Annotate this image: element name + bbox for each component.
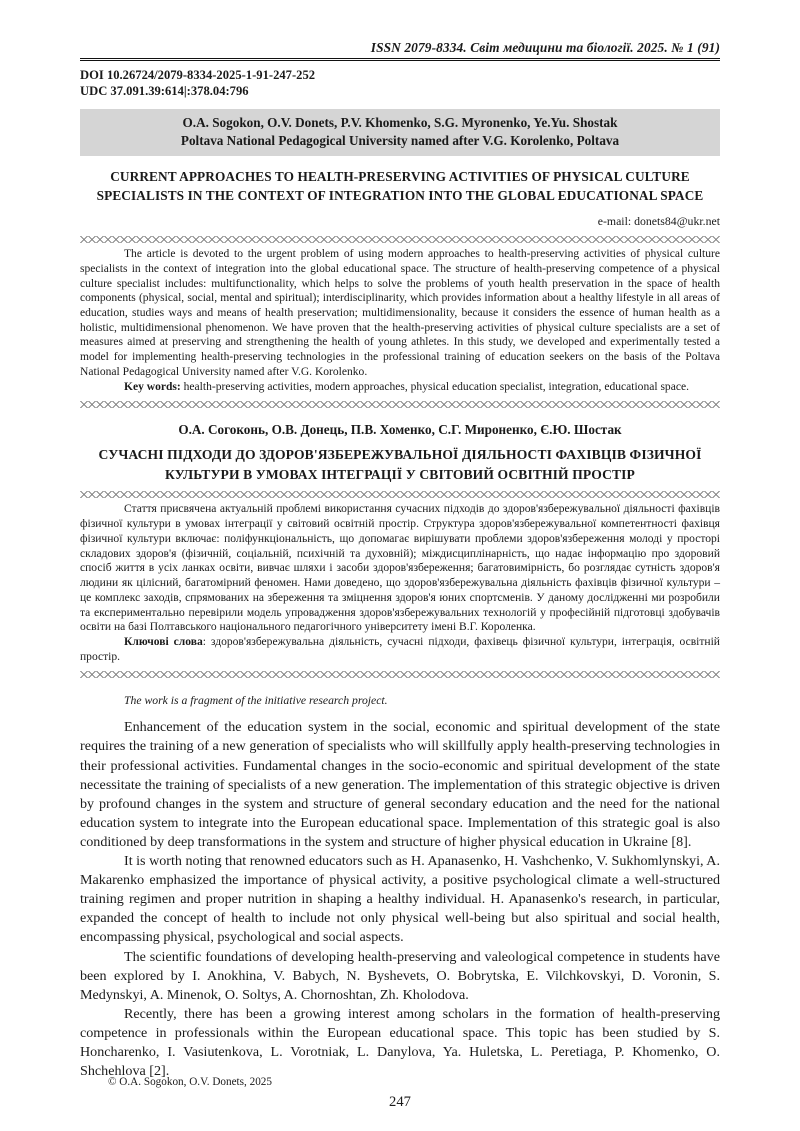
wavy-divider-top-ua <box>80 491 720 498</box>
body-paragraph: Recently, there has been a growing interest among scholars in the formation of health-preserving competence in professionals within the European educational space. This topic has been studied by S. Honcharenko, I. Vasiutenkova, L. Vorotniak, L. Danylova, Ya. Huletska, L. Peretiaga, P. Khomenko, O. Shchehlova [2]. <box>80 1005 720 1080</box>
authors-en: O.A. Sogokon, O.V. Donets, P.V. Khomenko, S.G. Myronenko, Ye.Yu. Shostak <box>182 114 618 130</box>
wavy-divider-top-en <box>80 236 720 243</box>
abstract-ua-text: Стаття присвячена актуальній проблемі використання сучасних підходів до здоров'язбережувальної діяльності фахівців фізичної культури в умовах інтеграції у світовий освітній простір. Структура здоров'язбережувальної компетентності фахівця фізичної культури включає: поліфункціональність, що допомагає вирішувати проблеми здоров'язбереження молоді у просторі складових здоров'я (фізичній, соціальній, психічній та духовній); міждисциплінарність, що надає інформацію про здоровий спосіб життя в усіх ланках освіти, вивчає шляхи і засоби здоров'язбереження; багатовимірність, бо розглядає сутність здоров'я людини як цілісний, багатомірний феномен. Нами доведено, що здоров'язбережувальна діяльність фахівців фізичної культури – це комплекс заходів, спрямованих на збереження та зміцнення здоров'я юних спортсменів. У даному дослідженні ми розробили та експериментально перевірили модель упровадження здоров'язбережувальних технологій у професійній підготовці здобувачів освіти на базі Полтавського національного педагогічного університету імені В.Г. Короленка. <box>80 503 720 634</box>
wavy-divider-bottom-en <box>80 401 720 408</box>
doi-line: DOI 10.26724/2079-8334-2025-1-91-247-252 <box>80 68 316 82</box>
authors-ua: О.А. Согоконь, О.В. Донець, П.В. Хоменко, С.Г. Мироненко, Є.Ю. Шостак <box>178 422 622 438</box>
abstract-ua <box>80 502 720 664</box>
running-head: ISSN 2079-8334. Світ медицини та біології. 2025. № 1 (91) <box>370 40 720 55</box>
wavy-divider-bottom-ua <box>80 671 720 678</box>
body-paragraph: It is worth noting that renowned educators such as H. Apanasenko, H. Vashchenko, V. Sukhomlynskyi, A. Makarenko emphasized the importance of physical activity, a positive psychological climate a well-structured training regimen and proper nutrition in shaping a healthy individual. H. Apanasenko's research, in particular, expanded the concept of health to include not only physical well-being but also spiritual and social health, encompassing physical, psychological and social aspects. <box>80 853 720 946</box>
research-note: The work is a fragment of the initiative research project. <box>124 694 388 708</box>
keywords-ua-list: : здоров'язбережувальна діяльність, сучасні підходи, фахівець фізичної культури, інтеграція, освітній простір. <box>80 635 720 663</box>
keywords-en-list: health-preserving activities, modern approaches, physical education specialist, integration, educational space. <box>183 380 689 393</box>
identifier-block <box>80 68 720 100</box>
udc-line: UDC 37.091.39:614|:378.04:796 <box>80 83 249 98</box>
body-paragraph: The scientific foundations of developing health-preserving and valeological competence in students have been explored by I. Anokhina, V. Babych, N. Byshevets, O. Bobrytska, E. Vilchkovskyi, D. Voronin, S. Medynskyi, A. Minenok, O. Soltys, A. Chornoshtan, Zh. Kholodova. <box>80 948 720 1003</box>
keywords-en <box>80 380 720 395</box>
copyright-line: © O.A. Sogokon, O.V. Donets, 2025 <box>108 1076 272 1088</box>
abstract-en-text: The article is devoted to the urgent problem of using modern approaches to health-preserving activities of physical culture specialists in the context of integration into the global educational space. The structure of health-preserving competence of a physical culture specialist includes: multifunctionality, which helps to solve the problems of youth health preservation in the space of health components (physical, social, mental and spiritual); interdisciplinarity, which provides information about a healthy lifestyle in all areas of education, studies ways and means of health preservation; multidimensionality, because it considers the essence of human health as a holistic, multidimensional phenomenon. We have proven that the health-preserving activities of physical culture specialists are a set of measures aimed at preserving and strengthening the health of young athletes. In this study, we developed and experimentally tested a model for implementing health-preserving technologies in the professional training of education seekers on the basis of the Poltava National Pedagogical University named after V.G. Korolenko. <box>80 248 720 378</box>
body-text <box>80 718 720 1081</box>
article-title-ua: СУЧАСНІ ПІДХОДИ ДО ЗДОРОВ'ЯЗБЕРЕЖУВАЛЬНОЇ ДІЯЛЬНОСТІ ФАХІВЦІВ ФІЗИЧНОЇ КУЛЬТУРИ В УМОВАХ ІНТЕГРАЦІЇ У СВІТОВИЙ ОСВІТНІЙ ПРОСТІР <box>98 447 702 482</box>
abstract-en <box>80 247 720 394</box>
article-title-en: CURRENT APPROACHES TO HEALTH-PRESERVING ACTIVITIES OF PHYSICAL CULTURE SPECIALISTS IN THE CONTEXT OF INTEGRATION INTO THE GLOBAL EDUCATIONAL SPACE <box>96 169 704 204</box>
page-footer <box>80 1076 720 1111</box>
header-divider <box>80 58 720 61</box>
keywords-en-label: Key words: <box>124 380 181 393</box>
author-banner <box>80 109 720 156</box>
page-number: 247 <box>389 1094 411 1110</box>
keywords-ua-label: Ключові слова <box>124 635 203 648</box>
affiliation-en: Poltava National Pedagogical University named after V.G. Korolenko, Poltava <box>180 133 620 149</box>
keywords-ua <box>80 635 720 664</box>
contact-email: e-mail: donets84@ukr.net <box>597 214 720 229</box>
body-paragraph: Enhancement of the education system in the social, economic and spiritual development of the state requires the training of a new generation of specialists who will skillfully apply health-preserving technologies in their professional activities. Fundamental changes in the socio-economic and spiritual development of the state necessitate the training of specialists of a new generation. The implementation of this strategic objective is driven by profound changes in the system and structure of general secondary education and the need for the national education system to integrate into the European educational space. Implementation of this strategic goal is also conditioned by deep transformations in the system and structure of higher physical education in Ukraine [8]. <box>80 719 720 850</box>
